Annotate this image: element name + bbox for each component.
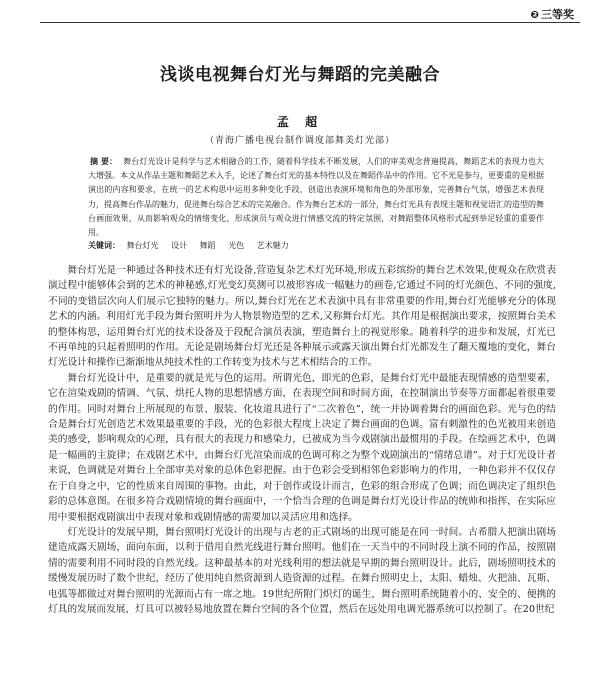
section-label: 三等奖 — [541, 8, 574, 21]
keyword: 光色 — [228, 241, 245, 250]
abstract-block — [88, 155, 544, 240]
abstract-text: 舞台灯光设计是科学与艺术相融合的工作，随着科学技术不断发展，人们的审美观念普遍提高，舞蹈艺术的表现力也大大增强。本文从作品主题和舞蹈艺术入手，论述了舞台灯光的基本特性以及在舞蹈作品中的作用。它不光是参与，更要重的是根据演出的内容和要求，在统一的艺术构思中运用多种变化手段，创造出表演环境和角色的外部形象，完善舞台气氛，增强艺术表现力，提高舞台作品的魅力，促进舞台综合艺术的完美融合。作为舞台艺术的一部分，舞台灯光具有表现主题和视觉语汇的造型的舞台画面效果，从而影响观众的情绪变化，形成演员与观众进行情感交流的特定氛围，对舞蹈整体风格形式起到举足轻重的重要作用。 — [88, 157, 544, 238]
keyword: 舞蹈 — [199, 241, 216, 250]
body-paragraph: 灯光设计的发展早期，舞台照明灯光设计的出现与古老的正式剧场的出现可能是在同一时间。古希腊人把演出剧场建造成露天剧场，面向东面，以利于借用自然光线进行舞台照明。他们在一天当中的不同时段上演不同的作品，按照剧情的需要利用不同时段的自然光线。这种最基本的对光线利用的想法就是早期的舞台照明设计。此后，剧场照明技术的缓慢发展历时了数个世纪，经历了使用纯自然资源到人造资源的过程。在舞台照明史上，太阳、蜡烛、火把油、瓦斯、电弧等都做过对舞台照明的光源而占有一席之地。19世纪所附门炽灯的诞生，舞台照明系统随着小的、安全的、便携的灯具的发展而发展，灯具可以被轻易地放置在舞台空间的各个位置，然后在远处用电调光器系统可以控制了。在20世纪 — [48, 526, 556, 615]
body-paragraph: 舞台灯光是一种通过各种技术还有灯光设备,营造复杂艺术灯光环境,形成五彩缤纷的舞台艺术效果,使观众在欣赏表演过程中能够体会到的艺术的神秘感,灯光变幻莫测可以被形容成一幅魅力的画卷,它通过不同的灯光颜色、不同的强度,不同的变错层次向人们展示它独特的魅力。所以,舞台灯光在艺术表演中具有非常重要的作用,舞台灯光能够充分的体现艺术的内涵。利用灯光手段为舞台照明并为人物景物造型的艺术,又称舞台灯光。其作用是根据演出要求，按照舞台美术的整体构思，运用舞台灯光的技术设备及于段配合演员表演，塑造舞台上的视觉形象。随着科学的进步和发展，灯光已不再单纯的只起着照明的作用。无论是剧场舞台灯光还是各种展示或露天演出舞台灯光都发生了翻天覆地的变化，舞台灯光设计和操作已渐渐地从纯技术性的工作转变为技术与艺术相结合的工作。 — [48, 265, 557, 369]
keywords-block — [88, 240, 544, 252]
body-paragraph: 舞台灯光设计中，是重要的就是光与色的运用。所谓光色，即光的色彩，是舞台灯光中最能表现情感的造型要素，它在渲染戏剧的情调、气氛、烘托人物的思想情感方面，在表现空间和时间方面，在控制演出节奏等方面都起着很重要的作用。同时对舞台上所展现的布景、服装、化妆道具进行了“二次着色”，统一并协调着舞台的画面色彩。光与色的结合是舞台灯光创造艺术效果最重要的手段，光的色彩很大程度上决定了舞台画面的色调。富有刺激性的色光被用来创造美的感受，影响观众的心理，具有很大的表现力和感染力，已被成为当今戏剧演出最惯用的手段。在绘画艺术中，色调是一幅画的主旋律；在戏剧艺术中，由舞台灯光渲染而成的色调可称之为整个戏剧演出的“情绪总谱”。对于灯光设计者来说，色调就是对舞台上全部审美对象的总体色彩把握。由于色彩会受到相邻色彩影响力的作用，一种色彩并不仅仅存在于自身之中，它的性质来自周围的事物。由此，对于创作或设计而言，色彩的组合形成了色调；而色调决定了组织色彩的总体意图。在很多符合戏剧情境的舞台画面中，一个恰当合理的色调是舞台灯光设计作品的统帅和指挥，在实际应用中要根据戏剧演出中表现对象和戏剧情感的需要加以灵活应用和选择。 — [48, 372, 556, 523]
keyword: 设计 — [171, 241, 188, 250]
award-mark-icon: ❷ — [530, 10, 539, 21]
article-body — [48, 263, 556, 617]
header-rule — [40, 22, 580, 23]
abstract-label: 摘 要： — [90, 157, 118, 166]
keyword: 舞台灯光 — [126, 241, 159, 250]
article-author: 孟 超 — [276, 115, 324, 129]
article-title: 浅谈电视舞台灯光与舞蹈的完美融合 — [160, 65, 440, 85]
article-affiliation: （青海广播电视台制作调度部舞美灯光部） — [204, 136, 395, 146]
journal-section-tag — [531, 6, 574, 22]
keyword: 艺术魅力 — [256, 241, 289, 250]
keywords-label: 关键词： — [88, 241, 120, 250]
